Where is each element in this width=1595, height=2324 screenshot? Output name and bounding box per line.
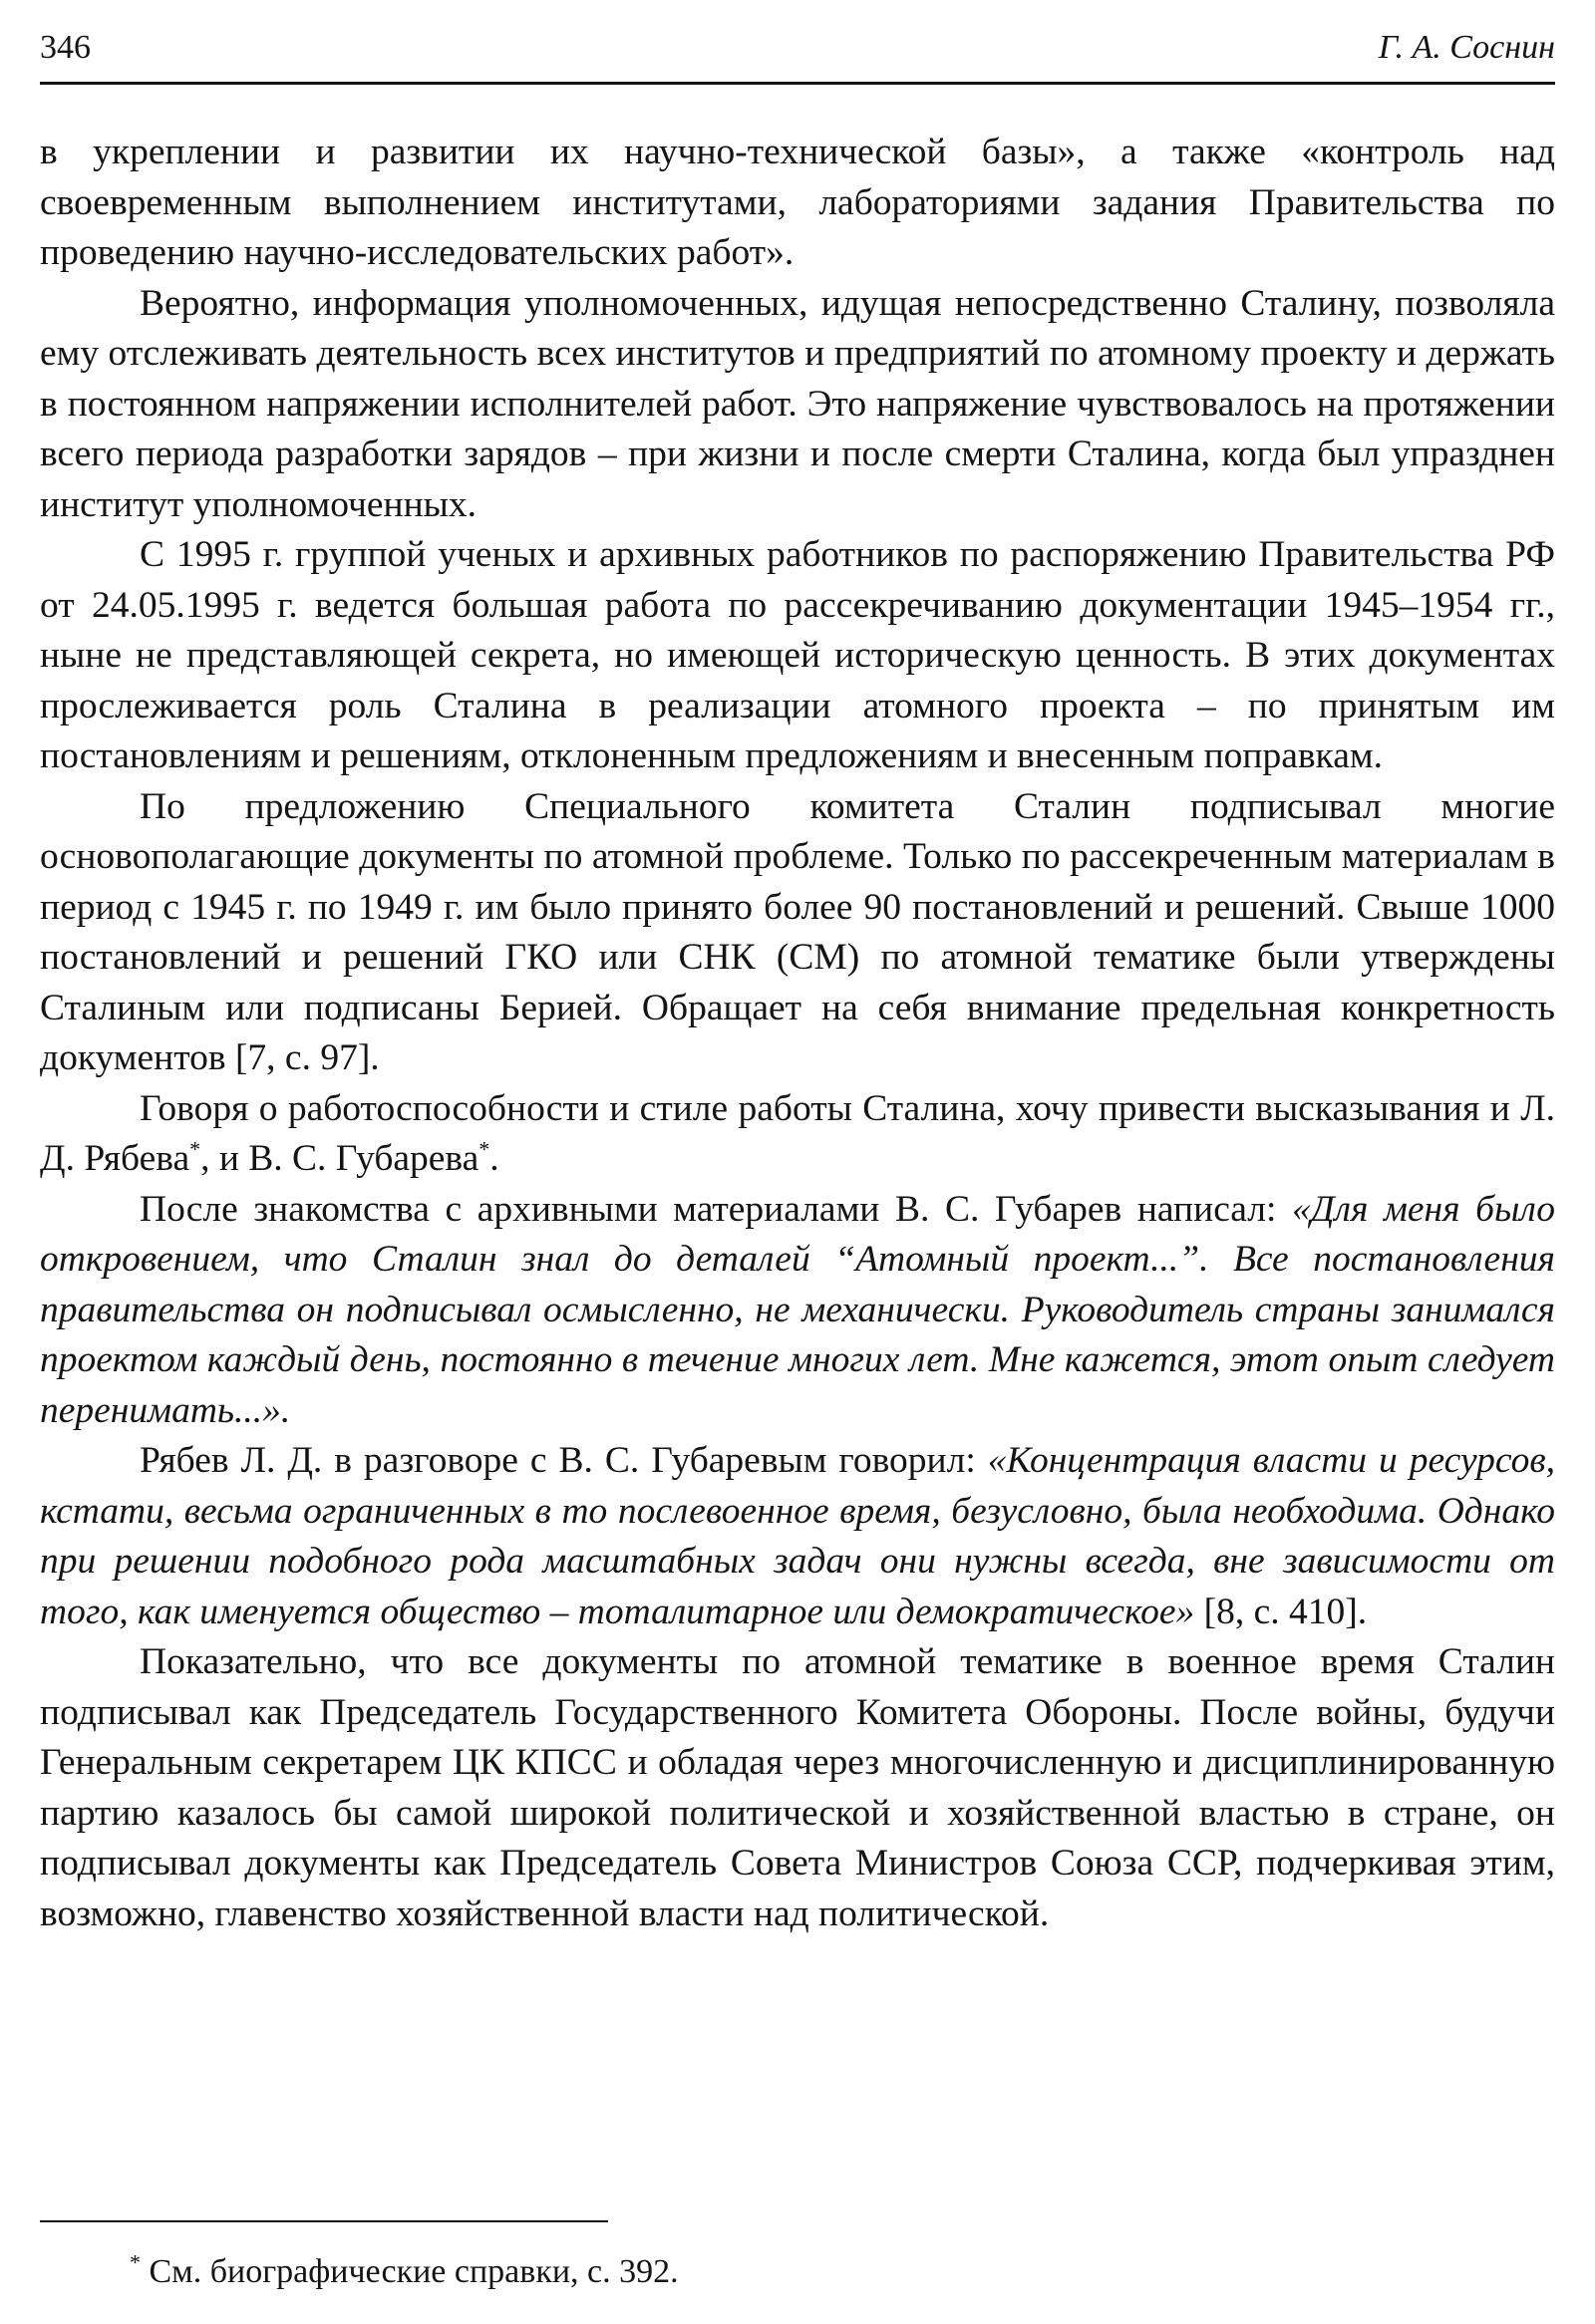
paragraph: в укреплении и развитии их научно-технической базы», а также «контроль над своевременным выполнением институтами, лабораториями задания Правительства по проведению научно-исследовательских работ». bbox=[40, 132, 1555, 273]
footnote-marker: * bbox=[189, 1136, 201, 1162]
paragraph: По предложению Специального комитета Сталин подписывал многие основополагающие документы по атомной проблеме. Только по рассекреченным материалам в период с 1945 г. по 1949 г. им было принято более 90 постановлений и решений. Свыше 1000 постановлений и решений ГКО или СНК (СМ) по атомной тематике были утверждены Сталиным или подписаны Берией. Обращает на себя внимание предельная конкретность документов [7, с. 97]. bbox=[40, 785, 1555, 1078]
paragraph: Вероятно, информация уполномоченных, идущая непосредственно Сталину, позволяла ему отслеживать деятельность всех институтов и предприятий по атомному проекту и держать в постоянном напряжении исполнителей работ. Это напряжение чувствовалось на протяжении всего периода разработки зарядов – при жизни и после смерти Сталина, когда был упразднен институт уполномоченных. bbox=[40, 282, 1555, 525]
paragraph-text: , и В. С. Губарева bbox=[200, 1138, 479, 1179]
paragraph bbox=[40, 1436, 1555, 1637]
running-head-author: Г. А. Соснин bbox=[1378, 29, 1555, 66]
paragraph: С 1995 г. группой ученых и архивных работников по распоряжению Правительства РФ от 24.05.1995 г. ведется большая работа по рассекречиванию документации 1945–1954 гг., ныне не представляющей секрета, но имеющей историческую ценность. В этих документах прослеживается роль Сталина в реализации атомного проекта – по принятым им постановлениям и решениям, отклоненным предложениям и внесенным поправкам. bbox=[40, 534, 1555, 776]
footnote-marker: * bbox=[130, 2249, 141, 2275]
page-header bbox=[40, 26, 1555, 78]
header-rule bbox=[40, 82, 1555, 85]
paragraph-text: Рябев Л. Д. в разговоре с В. С. Губаревым говорил: bbox=[140, 1440, 988, 1481]
citation: [8, с. 410]. bbox=[1194, 1591, 1368, 1632]
footnote-rule bbox=[40, 2220, 608, 2222]
paragraph bbox=[40, 1084, 1555, 1185]
footnote bbox=[130, 2250, 679, 2294]
quotation: «Концентрация власти и ресурсов, кстати, весьма ограниченных в то послевоенное время, безусловно, была необходима. Однако при решении подобного рода масштабных задач они нужны всегда, вне зависимости от того, как именуется общество – тоталитарное или демократическое» bbox=[40, 1440, 1556, 1632]
footnote-text: См. биографические справки, с. 392. bbox=[141, 2253, 679, 2290]
paragraph-text: Говоря о работоспособности и стиле работы Сталина, хочу привести высказывания и Л. Д. Рябева bbox=[40, 1087, 1555, 1179]
paragraph-text: После знакомства с архивными материалами В. С. Губарев написал: bbox=[140, 1188, 1292, 1230]
body-text bbox=[40, 128, 1555, 1939]
paragraph bbox=[40, 1185, 1555, 1437]
page-number: 346 bbox=[40, 29, 91, 66]
footnote-marker: * bbox=[478, 1136, 490, 1162]
paragraph: Показательно, что все документы по атомной тематике в военное время Сталин подписывал как Председатель Государственного Комитета Обороны. После войны, будучи Генеральным секретарем ЦК КПСС и обладая через многочисленную и дисциплинированную партию казалось бы самой широкой политической и хозяйственной властью в стране, он подписывал документы как Председатель Совета Министров Союза ССР, подчеркивая этим, возможно, главенство хозяйственной власти над политической. bbox=[40, 1641, 1555, 1934]
quotation: «Для меня было откровением, что Сталин знал до деталей “Атомный проект...”. Все постановления правительства он подписывал осмысленно, не механически. Руководитель страны занимался проектом каждый день, постоянно в течение многих лет. Мне кажется, этот опыт следует перенимать...». bbox=[40, 1188, 1555, 1431]
paragraph-text: . bbox=[489, 1138, 499, 1179]
